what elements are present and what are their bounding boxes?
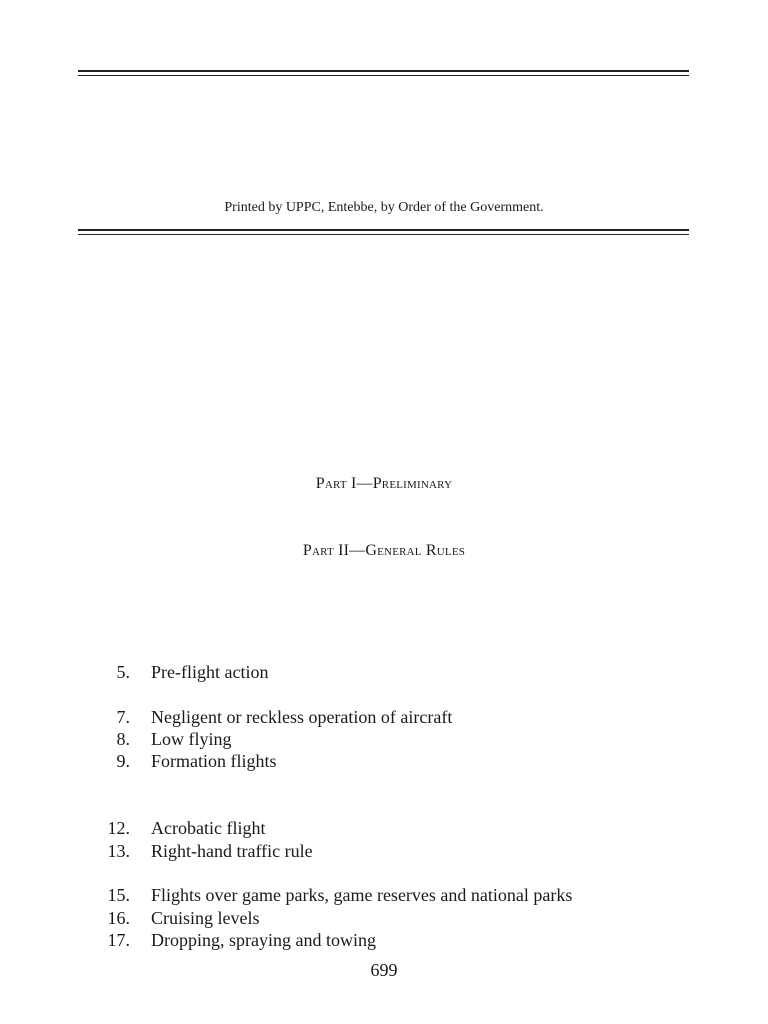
toc-item-5 bbox=[0, 661, 768, 683]
part-heading-preliminary: Part I—Preliminary bbox=[315, 475, 453, 492]
toc-item-9 bbox=[0, 750, 768, 772]
part-heading-general-rules: Part II—General Rules bbox=[302, 542, 466, 559]
section-number: 15. bbox=[107, 885, 130, 905]
toc-item-12 bbox=[0, 817, 768, 839]
section-title: Flights over game parks, game reserves and national parks bbox=[151, 885, 573, 905]
section-number: 9. bbox=[116, 751, 130, 771]
section-title: Negligent or reckless operation of aircraft bbox=[151, 707, 453, 727]
section-number: 12. bbox=[107, 818, 130, 838]
section-title: Pre-flight action bbox=[151, 662, 269, 682]
section-number: 7. bbox=[116, 707, 130, 727]
section-number: 8. bbox=[116, 729, 130, 749]
section-title: Cruising levels bbox=[151, 908, 260, 928]
toc-item-16 bbox=[0, 907, 768, 929]
bottom-double-rule bbox=[78, 229, 689, 235]
section-number: 13. bbox=[107, 841, 130, 861]
section-title: Low flying bbox=[151, 729, 232, 749]
section-number: 5. bbox=[116, 662, 130, 682]
toc-item-15 bbox=[0, 884, 768, 906]
section-title: Dropping, spraying and towing bbox=[151, 930, 376, 950]
page-number: 699 bbox=[370, 960, 398, 980]
section-number: 16. bbox=[107, 908, 130, 928]
toc-item-7 bbox=[0, 706, 768, 728]
section-title: Right-hand traffic rule bbox=[151, 841, 313, 861]
section-title: Formation flights bbox=[151, 751, 277, 771]
section-title: Acrobatic flight bbox=[151, 818, 266, 838]
section-number: 17. bbox=[107, 930, 130, 950]
toc-item-8 bbox=[0, 728, 768, 750]
top-double-rule bbox=[78, 70, 689, 76]
toc-item-17 bbox=[0, 929, 768, 951]
printer-line: Printed by UPPC, Entebbe, by Order of the Government. bbox=[224, 200, 544, 215]
toc-item-13 bbox=[0, 840, 768, 862]
